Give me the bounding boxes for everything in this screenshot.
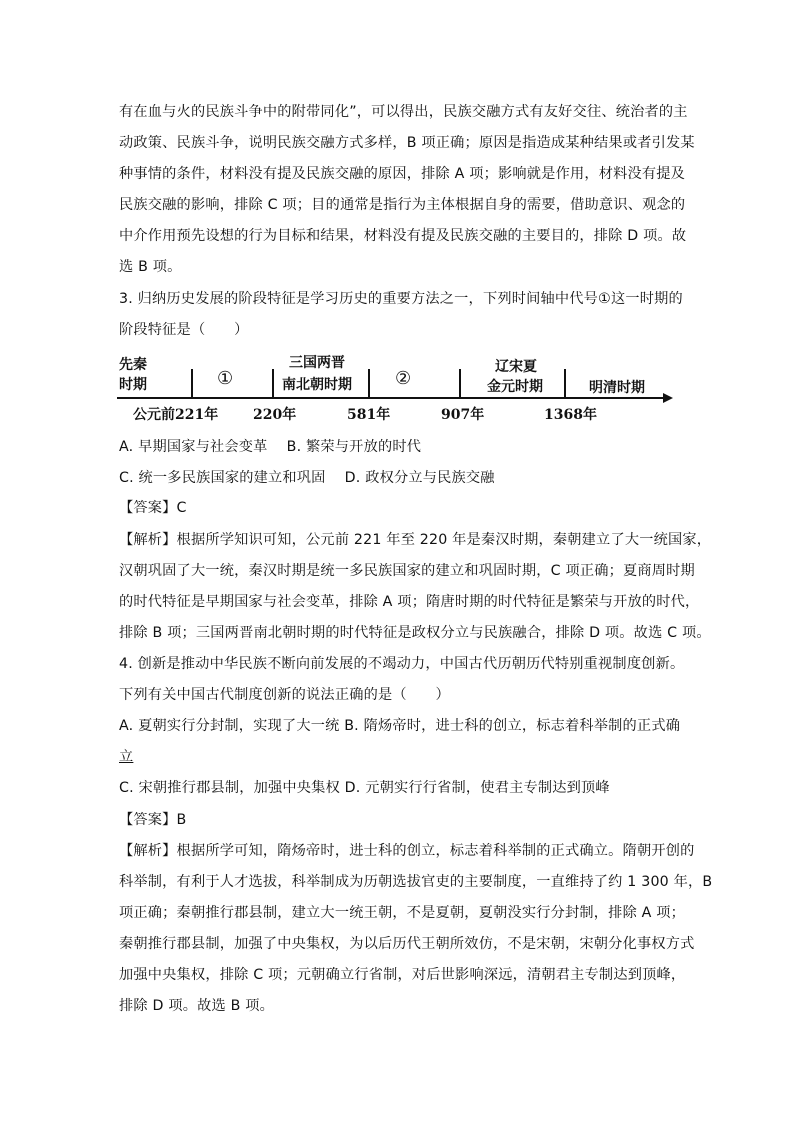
question-4-options: C. 宋朝推行郡县制，加强中央集权 D. 元朝实行行省制，使君主专制达到顶峰 (119, 780, 610, 796)
question-4-analysis: 科举制，有利于人才选拔，科举制成为历朝选拔官吏的主要制度，一直维持了约 1 300 年，B (119, 874, 713, 890)
timeline-tick (564, 369, 566, 397)
timeline-axis (117, 397, 665, 399)
timeline-period-marker-1: ① (217, 368, 234, 389)
timeline-period-label: 南北朝时期 (282, 377, 352, 393)
timeline-tick (368, 369, 370, 397)
paragraph-line: 种事情的条件，材料没有提及民族交融的原因，排除 A 项；影响就是作用，材料没有提及 (119, 166, 686, 182)
timeline-year: 公元前221年 (133, 407, 219, 423)
question-3-analysis: 的时代特征是早期国家与社会变革，排除 A 项；隋唐时期的时代特征是繁荣与开放的时代， (119, 594, 700, 610)
timeline-arrow-icon (663, 393, 673, 403)
question-4-answer: 【答案】B (119, 812, 187, 828)
paragraph-line: 民族交融的影响，排除 C 项；目的通常是指行为主体根据自身的需要，借助意识、观念的 (119, 197, 686, 213)
question-3-stem: 3. 归纳历史发展的阶段特征是学习历史的重要方法之一，下列时间轴中代号①这一时期的 (119, 291, 683, 307)
timeline-period-marker-2: ② (395, 368, 412, 389)
question-4-analysis: 加强中央集权，排除 C 项；元朝确立行省制，对后世影响深远，清朝君主专制达到顶峰， (119, 967, 686, 983)
timeline-period-label: 时期 (119, 377, 147, 393)
question-4-analysis: 项正确；秦朝推行郡县制，建立大一统王朝，不是夏朝，夏朝没实行分封制，排除 A 项； (119, 905, 686, 921)
question-3-analysis: 汉朝巩固了大一统，秦汉时期是统一多民族国家的建立和巩固时期，C 项正确；夏商周时期 (119, 563, 695, 579)
timeline-period-label: 明清时期 (589, 380, 645, 396)
timeline-figure (117, 352, 677, 432)
question-4-stem: 4. 创新是推动中华民族不断向前发展的不竭动力，中国古代历朝历代特别重视制度创新。 (119, 656, 685, 672)
paragraph-line: 选 B 项。 (119, 259, 182, 275)
question-4-analysis: 【解析】根据所学可知，隋炀帝时，进士科的创立，标志着科举制的正式确立。隋朝开创的 (119, 843, 695, 859)
timeline-tick (459, 369, 461, 397)
timeline-tick (191, 369, 193, 397)
question-4-analysis: 排除 D 项。故选 B 项。 (119, 998, 274, 1014)
question-4-stem: 下列有关中国古代制度创新的说法正确的是（ ） (119, 687, 450, 703)
timeline-period-label: 金元时期 (487, 379, 543, 395)
timeline-period-label: 先秦 (119, 357, 147, 373)
question-3-options: A. 早期国家与社会变革 B. 繁荣与开放的时代 (119, 439, 422, 455)
question-4-options: A. 夏朝实行分封制，实现了大一统 B. 隋炀帝时，进士科的创立，标志着科举制的正式确 (119, 718, 681, 734)
paragraph-line: 有在血与火的民族斗争中的附带同化”，可以得出，民族交融方式有友好交往、统治者的主 (119, 104, 688, 120)
question-3-analysis: 排除 B 项；三国两晋南北朝时期的时代特征是政权分立与民族融合，排除 D 项。故选 C 项。 (119, 625, 711, 641)
paragraph-line: 中介作用预先设想的行为目标和结果，材料没有提及民族交融的主要目的，排除 D 项。故 (119, 228, 687, 244)
timeline-period-label: 辽宋夏 (495, 359, 537, 375)
timeline-year: 220年 (253, 407, 297, 423)
question-3-options: C. 统一多民族国家的建立和巩固 D. 政权分立与民族交融 (119, 470, 495, 486)
timeline-year: 1368年 (544, 407, 597, 423)
question-4-options: 立 (119, 749, 134, 765)
timeline-year: 907年 (441, 407, 485, 423)
timeline-year: 581年 (347, 407, 391, 423)
question-3-analysis: 【解析】根据所学知识可知，公元前 221 年至 220 年是秦汉时期，秦朝建立了大一统国家， (119, 532, 712, 548)
question-3-stem: 阶段特征是（ ） (119, 322, 249, 338)
question-4-analysis: 秦朝推行郡县制，加强了中央集权，为以后历代王朝所效仿，不是宋朝，宋朝分化事权方式 (119, 936, 695, 952)
paragraph-line: 动政策、民族斗争，说明民族交融方式多样，B 项正确；原因是指造成某种结果或者引发某 (119, 135, 695, 151)
timeline-period-label: 三国两晋 (289, 355, 345, 371)
timeline-tick (272, 369, 274, 397)
question-3-answer: 【答案】C (119, 500, 187, 516)
